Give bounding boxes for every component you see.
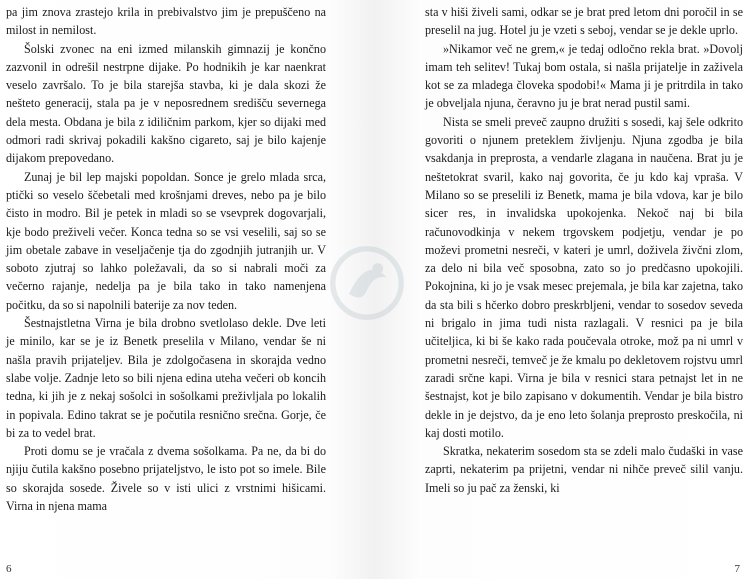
right-text-column — [425, 3, 743, 497]
watermark-logo-icon — [322, 238, 412, 328]
page-number-left: 6 — [6, 563, 12, 575]
left-text-column — [6, 3, 326, 515]
right-page — [375, 0, 750, 579]
right-paragraph-1: sta v hiši živeli sami, odkar se je brat pred letom dni poročil in se preselil na jug. Hotel ju je vzeti s seboj, vendar se je dekle uprlo. — [425, 5, 743, 38]
left-paragraph-3: Zunaj je bil lep majski popoldan. Sonce je grelo mlada srca, ptički so veselo ščebetali med krošnjami dreves, nebo pa je bilo čisto in modro. Bil je petek in mladi so se vsevprek dogovarjali, kje bodo preživeli večer. Konca tedna so se vsi veselili, saj so se jim obetale zabave in veseljačenje tja do zgodnjih jutranjih ur. V soboto zjutraj so lahko poležavali, da so si nabrali moči za večerno rajanje, nedelja pa je bila tako in tako namenjena počitku, da so si napolnili baterije za nov teden. — [6, 169, 326, 312]
left-paragraph-1: pa jim znova zrastejo krila in prebivalstvo jim je prepuščeno na milost in nemilost. — [6, 5, 326, 38]
page-number-right: 7 — [734, 563, 740, 575]
right-paragraph-4: Skratka, nekaterim sosedom sta se zdeli malo čudaški in vase zaprti, nekaterim pa prijetni, vendar ni nihče preveč silil vanju. Imeli so ju pač za ženski, ki — [425, 444, 743, 495]
left-paragraph-4: Šestnajstletna Virna je bila drobno svetlolaso dekle. Dve leti je minilo, kar se je iz Benetk preselila v Milano, vendar še ni našla pravih prijateljev. Bila je zdolgočasena in skorajda vedno slabe volje. Zadnje leto so bili njena edina uteha večeri ob koncih tedna, ki jih je z nekaj sošolci in sošolkami preživljala po lokalih in popivala. Edino takrat se je počutila resnično srečna. Gorje, če bi za to vedel brat. — [6, 316, 326, 440]
right-paragraph-3: Nista se smeli preveč zaupno družiti s sosedi, kaj šele odkrito govoriti o njunem preteklem življenju. Njuna zgodba je bila vsakdanja in preprosta, a vendarle zlagana in naučena. Brat ju je neštetokrat svaril, kako naj govorita, če ju kdo kaj vpraša. V Milano so se preselili iz Benetk, mama je bila vdova, kar je bilo sicer res, in invalidska upokojenka. Nekoč naj bi bila računovodkinja v nekem trgovskem podjetju, vendar je po moževi prometni nesreči, v kateri je umrl, doživela živčni zlom, za delo ni bila več sposobna, zato so jo predčasno upokojili. Pokojnina, ki jo je vsak mesec prejemala, je bila kar zajetna, tako da sta bili s hčerko dobro preskrbljeni, vendar to sosedov seveda ni brigalo in jima tudi nista razlagali. V resnici pa je bila učiteljica, ki bi še kako rada poučevala otroke, mož pa ni umrl v prometni nesreči, temveč je že kmalu po dekletovem rojstvu umrl zaradi srčne kapi. Virna je bila v resnici stara petnajst let in ne šestnajst, kot je bilo zapisano v dokumentih. Vendar je bila bistro dekle in je dejstvo, da je eno leto šolanja preprosto preskočila, ni kaj dosti motilo. — [425, 114, 743, 440]
left-paragraph-5: Proti domu se je vračala z dvema sošolkama. Pa ne, da bi do njiju čutila kakšno posebno prijateljstvo, le isto pot so imele. Bile so skorajda sosede. Živele so v isti ulici z vrstnimi hišicami. Virna in njena mama — [6, 444, 326, 514]
right-paragraph-2: »Nikamor več ne grem,« je tedaj odločno rekla brat. »Dovolj imam teh selitev! Tukaj bom ostala, si našla prijatelje in zaživela kot se za mladega človeka spodobi!« Mama ji je pritrdila in tako je obveljala njuna, čeravno ju je brat nerad pustil sami. — [425, 41, 743, 111]
left-paragraph-2: Šolski zvonec na eni izmed milanskih gimnazij je končno zazvonil in odrešil nestrpne dijake. Po hodnikih je kar naenkrat veselo završalo. To je bila starejša stavba, ki je dala skozi že nešteto generacij, stala pa je v neposrednem središču severnega dela mesta. Obdana je bila z idiličnim parkom, kjer so dijaki med odmori radi skrivaj pokadili kakšno cigareto, saj je bilo kajenje dijakom prepovedano. — [6, 41, 326, 166]
